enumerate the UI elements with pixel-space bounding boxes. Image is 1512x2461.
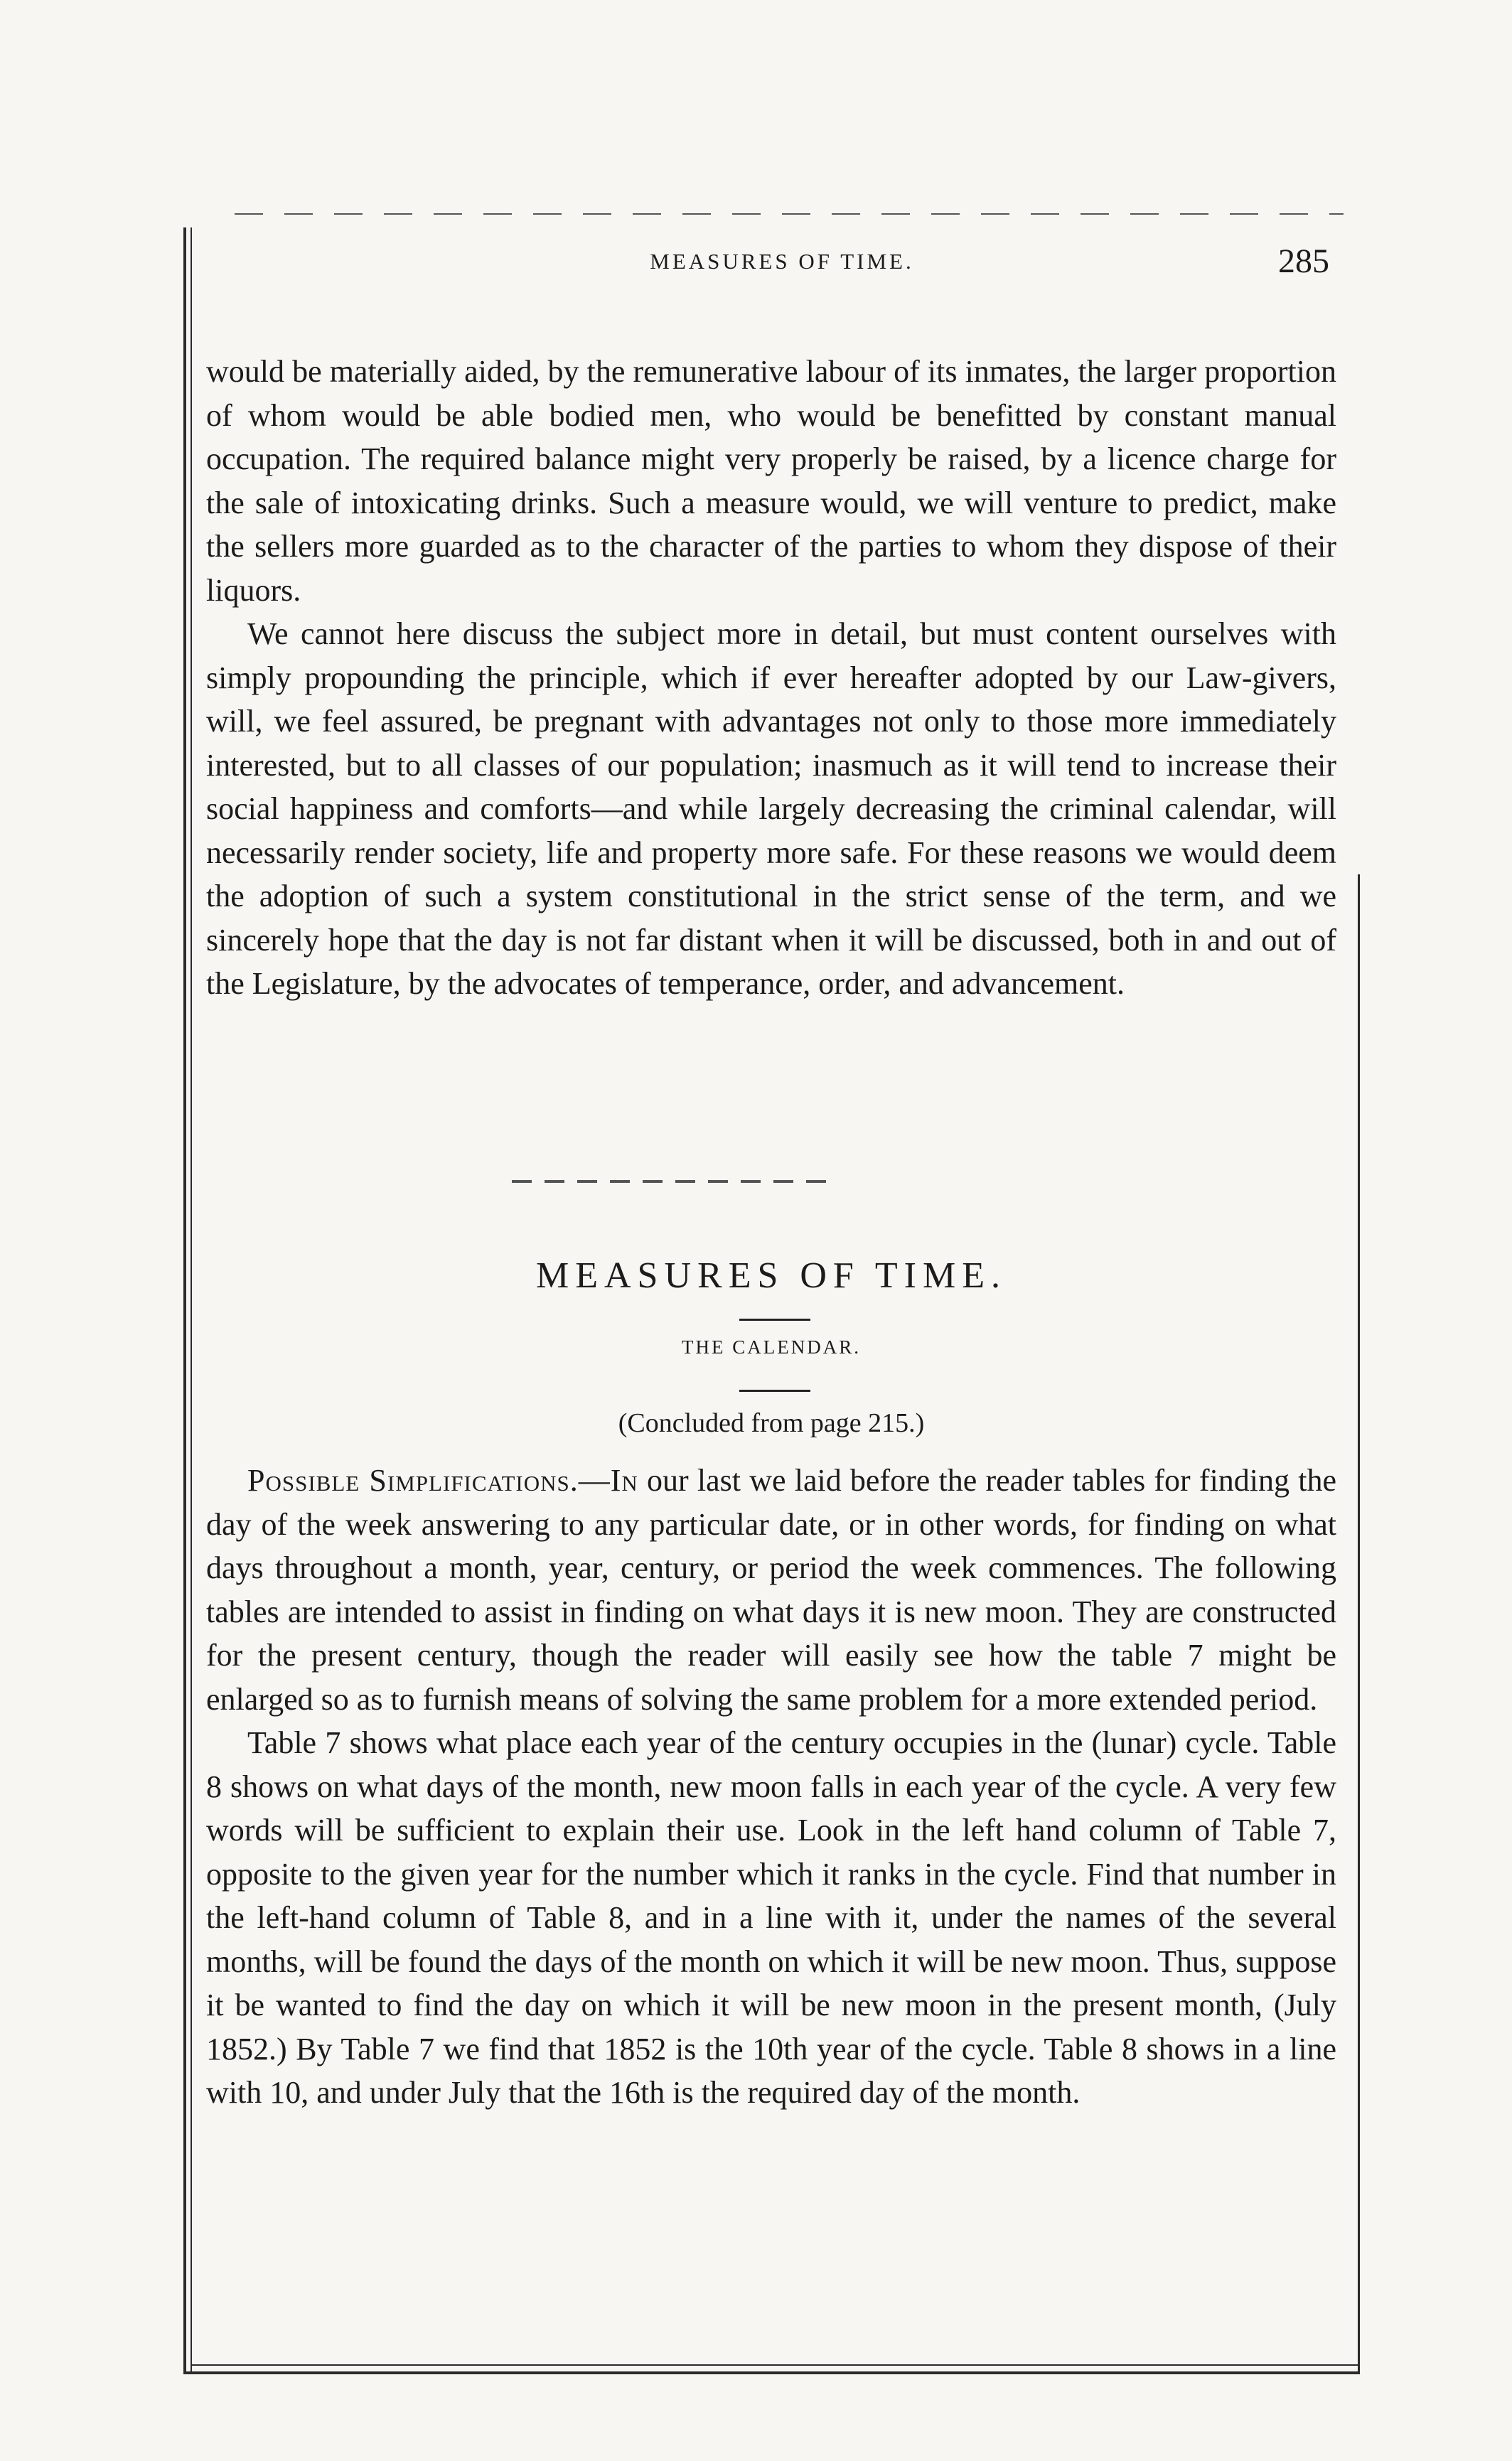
article-body	[206, 1459, 1336, 2115]
paragraph	[206, 1459, 1336, 1721]
paragraph-text: our last we laid before the reader tables for finding the day of the week answering to any particular date, or in other words, for finding on what days throughout a month, year, century, or period the week commences. The following tables are intended to assist in finding on what days it is new moon. They are constructed for the present century, though the reader will easily see how the table 7 might be enlarged so as to furnish means of solving the same problem for a more extended period.	[206, 1463, 1336, 1717]
article-title: MEASURES OF TIME.	[535, 1255, 1007, 1296]
article-subtitle: THE CALENDAR.	[682, 1336, 861, 1358]
subtitle-rule	[739, 1390, 810, 1392]
paragraph: We cannot here discuss the subject more in detail, but must content ourselves with simply propounding the principle, which if ever hereafter adopted by our Law-givers, will, we feel assured, be pregnant with advantages not only to those more immediately interested, but to all classes of our population; inasmuch as it will tend to increase their social happiness and comforts—and while largely decreasing the criminal calendar, will necessarily render society, life and property more safe. For these reasons we would deem the adoption of such a system constitutional in the strict sense of the term, and we sincerely hope that the day is not far distant when it will be discussed, both in and out of the Legislature, by the advocates of temperance, order, and advancement.	[206, 616, 1336, 1001]
bottom-border-inner	[191, 2364, 1360, 2366]
paragraph: Table 7 shows what place each year of the century occupies in the (lunar) cycle. Table 8 shows on what days of the month, new moon falls in each year of the cycle. A very few words will be sufficient to explain their use. Look in the left hand column of Table 7, opposite to the given year for the number which it ranks in the cycle. Find that number in the left-hand column of Table 8, and in a line with it, under the names of the several months, will be found the days of the month on which it will be new moon. Thus, suppose it be wanted to find the day on which it will be new moon in the present month, (July 1852.) By Table 7 we find that 1852 is the 10th year of the cycle. Table 8 shows in a line with 10, and under July that the 16th is the required day of the month.	[206, 1725, 1336, 2110]
continuation-note: (Concluded from page 215.)	[618, 1408, 925, 1438]
running-head: MEASURES OF TIME.	[650, 249, 914, 274]
lead-heading: Possible Simplifications.—In	[247, 1463, 638, 1498]
paragraph: would be materially aided, by the remunerative labour of its inmates, the larger proportion of whom would be able bodied men, who would be benefitted by constant manual occupation. The required balance might very properly be raised, by a licence charge for the sale of intoxicating drinks. Such a measure would, we will venture to predict, make the sellers more guarded as to the character of the parties to whom they dispose of their liquors.	[206, 354, 1336, 608]
first-section	[206, 350, 1336, 1006]
title-rule	[739, 1319, 810, 1321]
section-separator	[512, 1180, 839, 1183]
top-dashed-rule	[235, 213, 1344, 215]
page-number: 285	[1278, 242, 1329, 280]
left-border-inner	[191, 227, 192, 2373]
left-border-outer	[183, 227, 186, 2373]
bottom-border-outer	[183, 2371, 1360, 2374]
right-border	[1358, 874, 1360, 2373]
